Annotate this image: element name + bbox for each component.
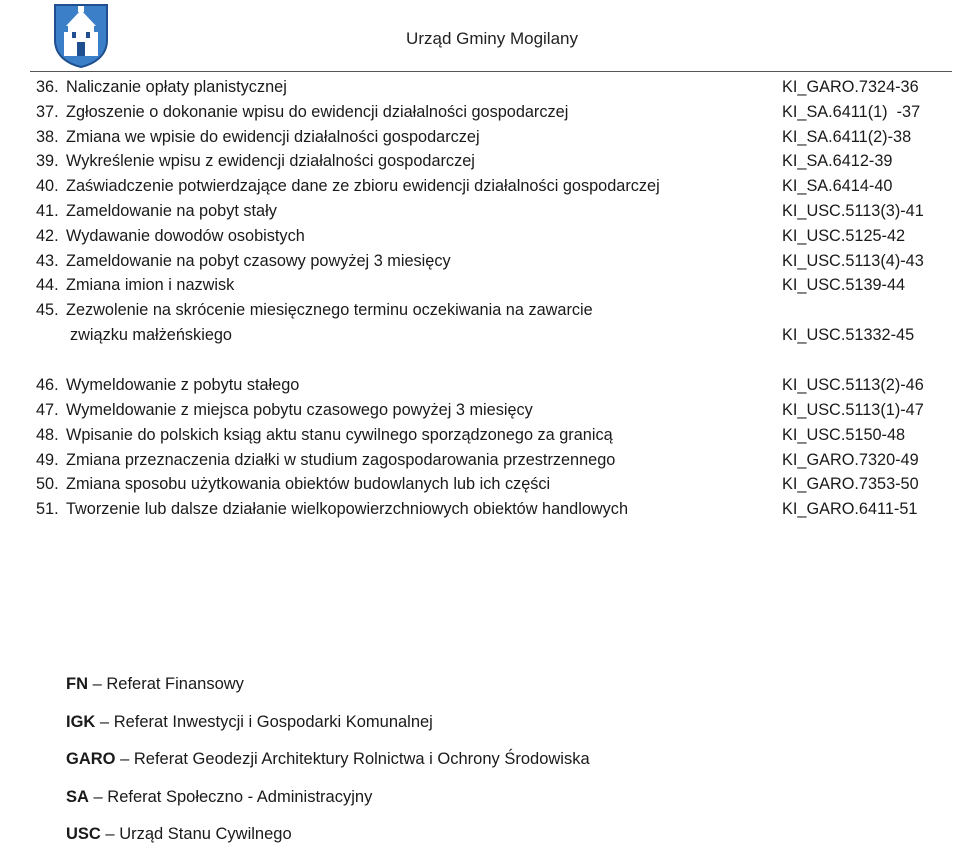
item-code: KI_GARO.7320-49 bbox=[782, 450, 919, 469]
item-code: KI_USC.5113(4)-43 bbox=[782, 251, 924, 270]
list-item bbox=[36, 398, 956, 423]
item-label bbox=[66, 199, 277, 224]
item-label-line: Zmiana we wpisie do ewidencji działalności gospodarczej bbox=[66, 127, 480, 146]
service-list bbox=[36, 75, 956, 522]
legend-item bbox=[66, 672, 766, 710]
list-item bbox=[36, 273, 956, 298]
list-item bbox=[36, 423, 956, 448]
item-label bbox=[66, 448, 615, 473]
item-label bbox=[66, 497, 628, 522]
legend-item bbox=[66, 822, 766, 860]
legend-text: Referat Społeczno - Administracyjny bbox=[107, 787, 373, 806]
list-item bbox=[36, 448, 956, 473]
item-code: KI_USC.5150-48 bbox=[782, 425, 906, 444]
item-number: 42. bbox=[36, 226, 59, 245]
item-code: KI_USC.5113(1)-47 bbox=[782, 400, 924, 419]
item-number: 47. bbox=[36, 400, 59, 419]
item-label-line: Zezwolenie na skrócenie miesięcznego terminu oczekiwania na zawarcie bbox=[66, 301, 593, 320]
item-label bbox=[66, 249, 451, 274]
item-label bbox=[66, 149, 475, 174]
item-number: 44. bbox=[36, 276, 59, 295]
item-label-line: Wydawanie dowodów osobistych bbox=[66, 226, 305, 245]
list-item bbox=[36, 472, 956, 497]
list-item bbox=[36, 497, 956, 522]
item-label bbox=[66, 75, 287, 100]
page-header bbox=[0, 0, 960, 70]
item-label bbox=[66, 373, 299, 398]
item-number: 51. bbox=[36, 500, 59, 519]
list-item bbox=[36, 100, 956, 125]
list-item bbox=[36, 199, 956, 224]
item-number: 48. bbox=[36, 425, 59, 444]
item-code: KI_GARO.7353-50 bbox=[782, 475, 919, 494]
item-number: 39. bbox=[36, 152, 59, 171]
item-label bbox=[66, 398, 533, 423]
item-code: KI_USC.51332-45 bbox=[782, 325, 915, 344]
item-number: 49. bbox=[36, 450, 59, 469]
item-number: 38. bbox=[36, 127, 59, 146]
item-label bbox=[66, 224, 305, 249]
item-number: 45. bbox=[36, 301, 59, 320]
item-label-line: Zmiana sposobu użytkowania obiektów budowlanych lub ich części bbox=[66, 475, 551, 494]
item-label bbox=[66, 472, 550, 497]
item-number: 40. bbox=[36, 177, 59, 196]
item-label-line: związku małżeńskiego bbox=[70, 325, 232, 344]
item-code: KI_SA.6412-39 bbox=[782, 152, 893, 171]
list-item bbox=[36, 224, 956, 249]
item-label-line: Wykreślenie wpisu z ewidencji działalności gospodarczej bbox=[66, 152, 475, 171]
legend-text: Referat Finansowy bbox=[106, 675, 244, 693]
legend-text: Urząd Stanu Cywilnego bbox=[119, 825, 292, 843]
header-divider bbox=[30, 71, 952, 72]
item-number: 41. bbox=[36, 201, 59, 220]
item-label bbox=[66, 125, 480, 150]
item-label-line: Wymeldowanie z pobytu stałego bbox=[66, 376, 300, 395]
legend bbox=[66, 672, 766, 860]
list-item bbox=[36, 174, 956, 199]
list-item bbox=[36, 75, 956, 100]
item-number: 37. bbox=[36, 102, 59, 121]
legend-separator: – bbox=[88, 787, 108, 806]
item-label bbox=[66, 100, 568, 125]
legend-separator: – bbox=[115, 750, 134, 768]
legend-item bbox=[66, 747, 766, 785]
item-code: KI_GARO.6411-51 bbox=[782, 500, 918, 519]
item-label bbox=[66, 423, 613, 448]
page-title: Urząd Gminy Mogilany bbox=[406, 29, 578, 48]
item-number: 36. bbox=[36, 78, 59, 96]
item-label bbox=[66, 298, 593, 348]
legend-abbreviation: GARO bbox=[66, 750, 116, 768]
item-code: KI_GARO.7324-36 bbox=[782, 78, 919, 96]
item-number: 50. bbox=[36, 475, 59, 494]
item-code: KI_SA.6411(1) -37 bbox=[782, 102, 921, 121]
legend-separator: – bbox=[100, 825, 120, 843]
item-label-line: Wpisanie do polskich ksiąg aktu stanu cywilnego sporządzonego za granicą bbox=[66, 425, 613, 444]
legend-abbreviation: SA bbox=[66, 787, 89, 806]
item-label bbox=[66, 273, 234, 298]
legend-text: Referat Inwestycji i Gospodarki Komunalnej bbox=[113, 712, 433, 731]
legend-separator: – bbox=[95, 712, 114, 731]
list-item bbox=[36, 149, 956, 174]
item-label-line: Tworzenie lub dalsze działanie wielkopowierzchniowych obiektów handlowych bbox=[66, 500, 629, 519]
legend-item bbox=[66, 785, 766, 823]
item-code: KI_USC.5125-42 bbox=[782, 226, 906, 245]
item-code: KI_SA.6411(2)-38 bbox=[782, 127, 912, 146]
legend-abbreviation: USC bbox=[66, 825, 101, 843]
list-item bbox=[36, 373, 956, 398]
item-label-line: Wymeldowanie z miejsca pobytu czasowego powyżej 3 miesięcy bbox=[66, 400, 533, 419]
item-number: 46. bbox=[36, 376, 59, 395]
item-label-line: Zameldowanie na pobyt czasowy powyżej 3 miesięcy bbox=[66, 251, 451, 270]
item-label-line: Zgłoszenie o dokonanie wpisu do ewidencji działalności gospodarczej bbox=[66, 102, 569, 121]
item-label-line: Zmiana przeznaczenia działki w studium zagospodarowania przestrzennego bbox=[66, 450, 616, 469]
item-code: KI_USC.5113(3)-41 bbox=[782, 201, 924, 220]
item-code: KI_SA.6414-40 bbox=[782, 177, 893, 196]
legend-separator: – bbox=[88, 675, 107, 693]
legend-text: Referat Geodezji Architektury Rolnictwa i Ochrony Środowiska bbox=[133, 750, 590, 768]
item-label-line: Zaświadczenie potwierdzające dane ze zbioru ewidencji działalności gospodarczej bbox=[66, 177, 660, 196]
item-label-line: Zmiana imion i nazwisk bbox=[66, 276, 235, 295]
item-code: KI_USC.5139-44 bbox=[782, 276, 906, 295]
list-item bbox=[36, 249, 956, 274]
item-number: 43. bbox=[36, 251, 59, 270]
list-item bbox=[36, 298, 956, 373]
legend-abbreviation: FN bbox=[66, 675, 88, 693]
coat-of-arms-logo bbox=[52, 2, 110, 68]
legend-abbreviation: IGK bbox=[66, 712, 96, 731]
item-code: KI_USC.5113(2)-46 bbox=[782, 376, 924, 395]
list-item bbox=[36, 125, 956, 150]
item-label bbox=[66, 174, 660, 199]
item-label-line: Naliczanie opłaty planistycznej bbox=[66, 78, 287, 96]
item-label-line: Zameldowanie na pobyt stały bbox=[66, 201, 277, 220]
legend-item bbox=[66, 710, 766, 748]
